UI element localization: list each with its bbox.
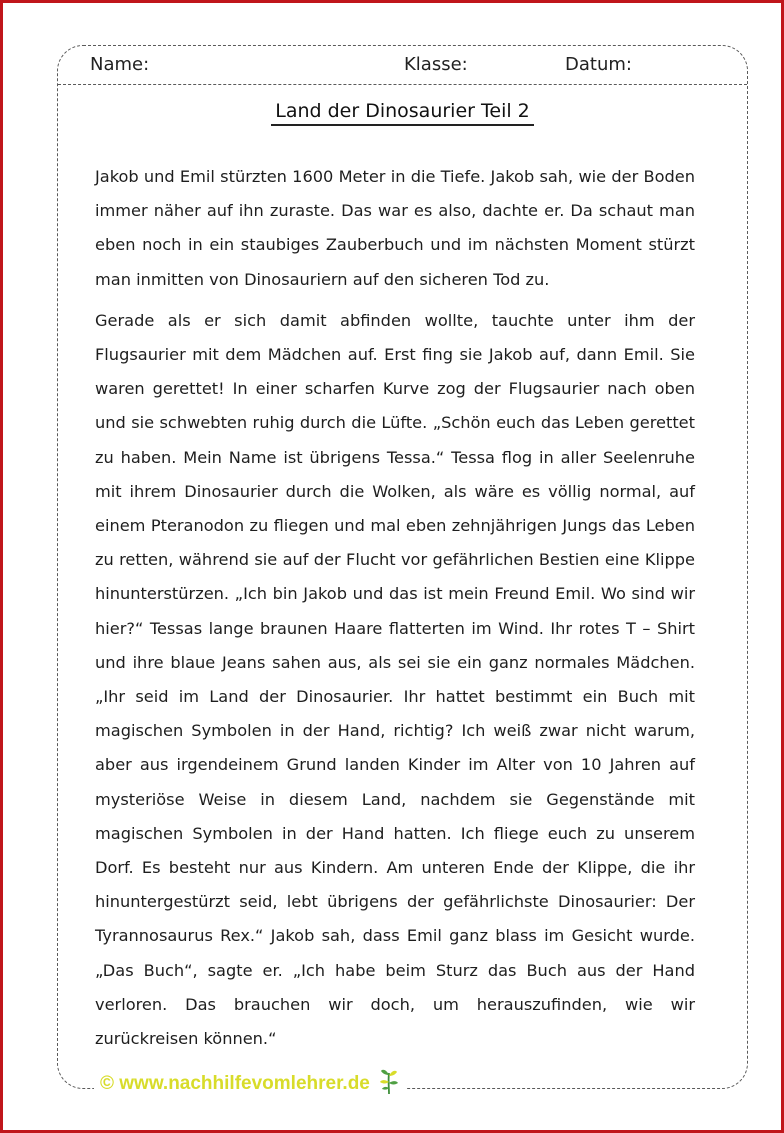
worksheet-frame	[57, 45, 748, 1094]
copyright-link[interactable]: © www.nachhilfevomlehrer.de	[100, 1073, 370, 1094]
paragraph: Jakob und Emil stürzten 1600 Meter in die Tiefe. Jakob sah, wie der Boden immer näher auf ihn zuraste. Das war es also, dachte er. Da schaut man eben noch in ein staubiges Zauberbuch und im nächsten Moment stürzt man inmitten von Dinosauriern auf den sicheren Tod zu.	[95, 167, 695, 289]
page-title: Land der Dinosaurier Teil 2	[271, 100, 534, 126]
page-title-wrap	[58, 100, 747, 126]
date-label: Datum:	[565, 54, 632, 75]
footer	[94, 1067, 406, 1101]
story-text	[95, 160, 695, 1063]
class-label: Klasse:	[404, 54, 468, 75]
paragraph: Gerade als er sich damit abfinden wollte, tauchte unter ihm der Flugsaurier mit dem Mädchen auf. Erst fing sie Jakob auf, dann Emil. Sie waren gerettet! In einer scharfen Kurve zog der Flugsaurier nach oben und sie schwebten ruhig durch die Lüfte. „Schön euch das Leben gerettet zu haben. Mein Name ist übrigens Tessa.“ Tessa flog in aller Seelenruhe mit ihrem Dinosaurier durch die Wolken, als wäre es völlig normal, auf einem Pteranodon zu fliegen und mal eben zehnjährigen Jungs das Leben zu retten, während sie auf der Flucht vor gefährlichen Bestien eine Klippe hinunterstürzen. „Ich bin Jakob und das ist mein Freund Emil. Wo sind wir hier?“ Tessas lange braunen Haare flatterten im Wind. Ihr rotes T – Shirt und ihre blaue Jeans sahen aus, als sei sie ein ganz normales Mädchen. „Ihr seid im Land der Dinosaurier. Ihr hattet bestimmt ein Buch mit magischen Symbolen in der Hand, richtig? Ich weiß zwar nicht warum, aber aus irgendeinem Grund landen Kinder im Alter von 10 Jahren auf mysteriöse Weise in diesem Land, nachdem sie Gegenstände mit magischen Symbolen in der Hand hatten. Ich fliege euch zu unserem Dorf. Es besteht nur aus Kindern. Am unteren Ende der Klippe, die ihr hinuntergestürzt seid, lebt übrigens der gefährlichste Dinosaurier: Der Tyrannosaurus Rex.“ Jakob sah, dass Emil ganz blass im Gesicht wurde. „Das Buch“, sagte er. „Ich habe beim Sturz das Buch aus der Hand verloren. Das brauchen wir doch, um herauszufinden, wie wir zurückreisen können.“	[95, 310, 695, 1049]
sprout-icon	[378, 1067, 400, 1101]
header-fields	[58, 46, 747, 85]
name-label: Name:	[90, 54, 150, 75]
